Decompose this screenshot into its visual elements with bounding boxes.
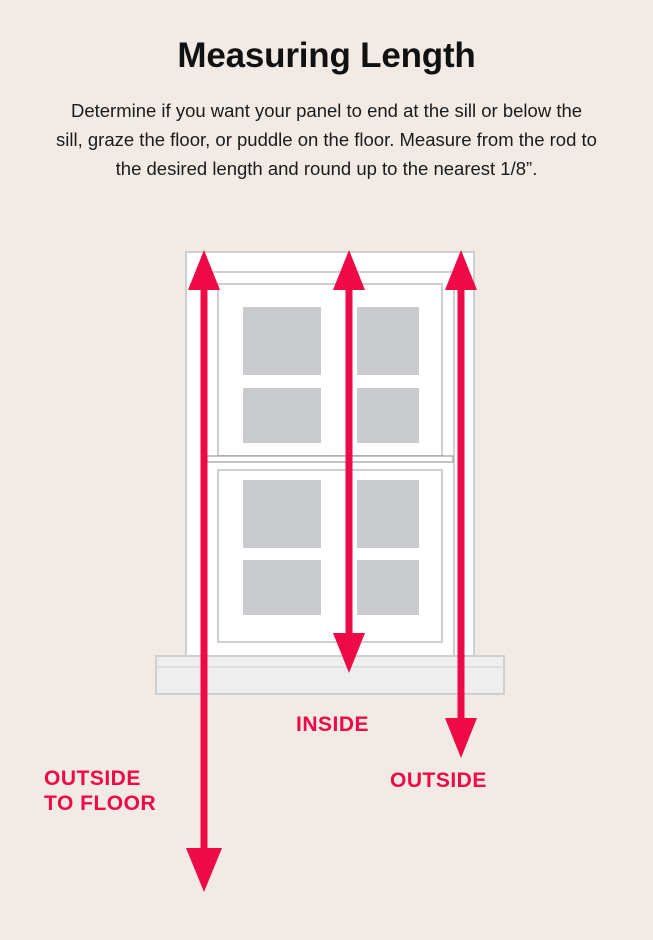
- window-measuring-diagram: [0, 230, 653, 940]
- window-meeting-rail: [207, 456, 453, 462]
- window-sill: [156, 656, 504, 694]
- label-outside-to-floor-line1: OUTSIDE: [44, 767, 141, 790]
- label-outside-to-floor: [44, 766, 156, 816]
- label-inside: INSIDE: [296, 713, 370, 736]
- label-outside: OUTSIDE: [390, 769, 487, 792]
- window-upper-sash: [218, 284, 442, 456]
- page-title: Measuring Length: [177, 36, 476, 75]
- window-lower-sash: [218, 470, 442, 642]
- page-subtitle: Determine if you want your panel to end at the sill or below the sill, graze the floor, or puddle on the floor. Measure from the rod to the desired length and round up to the nearest 1/8”.: [56, 100, 597, 179]
- label-outside-to-floor-line2: TO FLOOR: [44, 792, 157, 815]
